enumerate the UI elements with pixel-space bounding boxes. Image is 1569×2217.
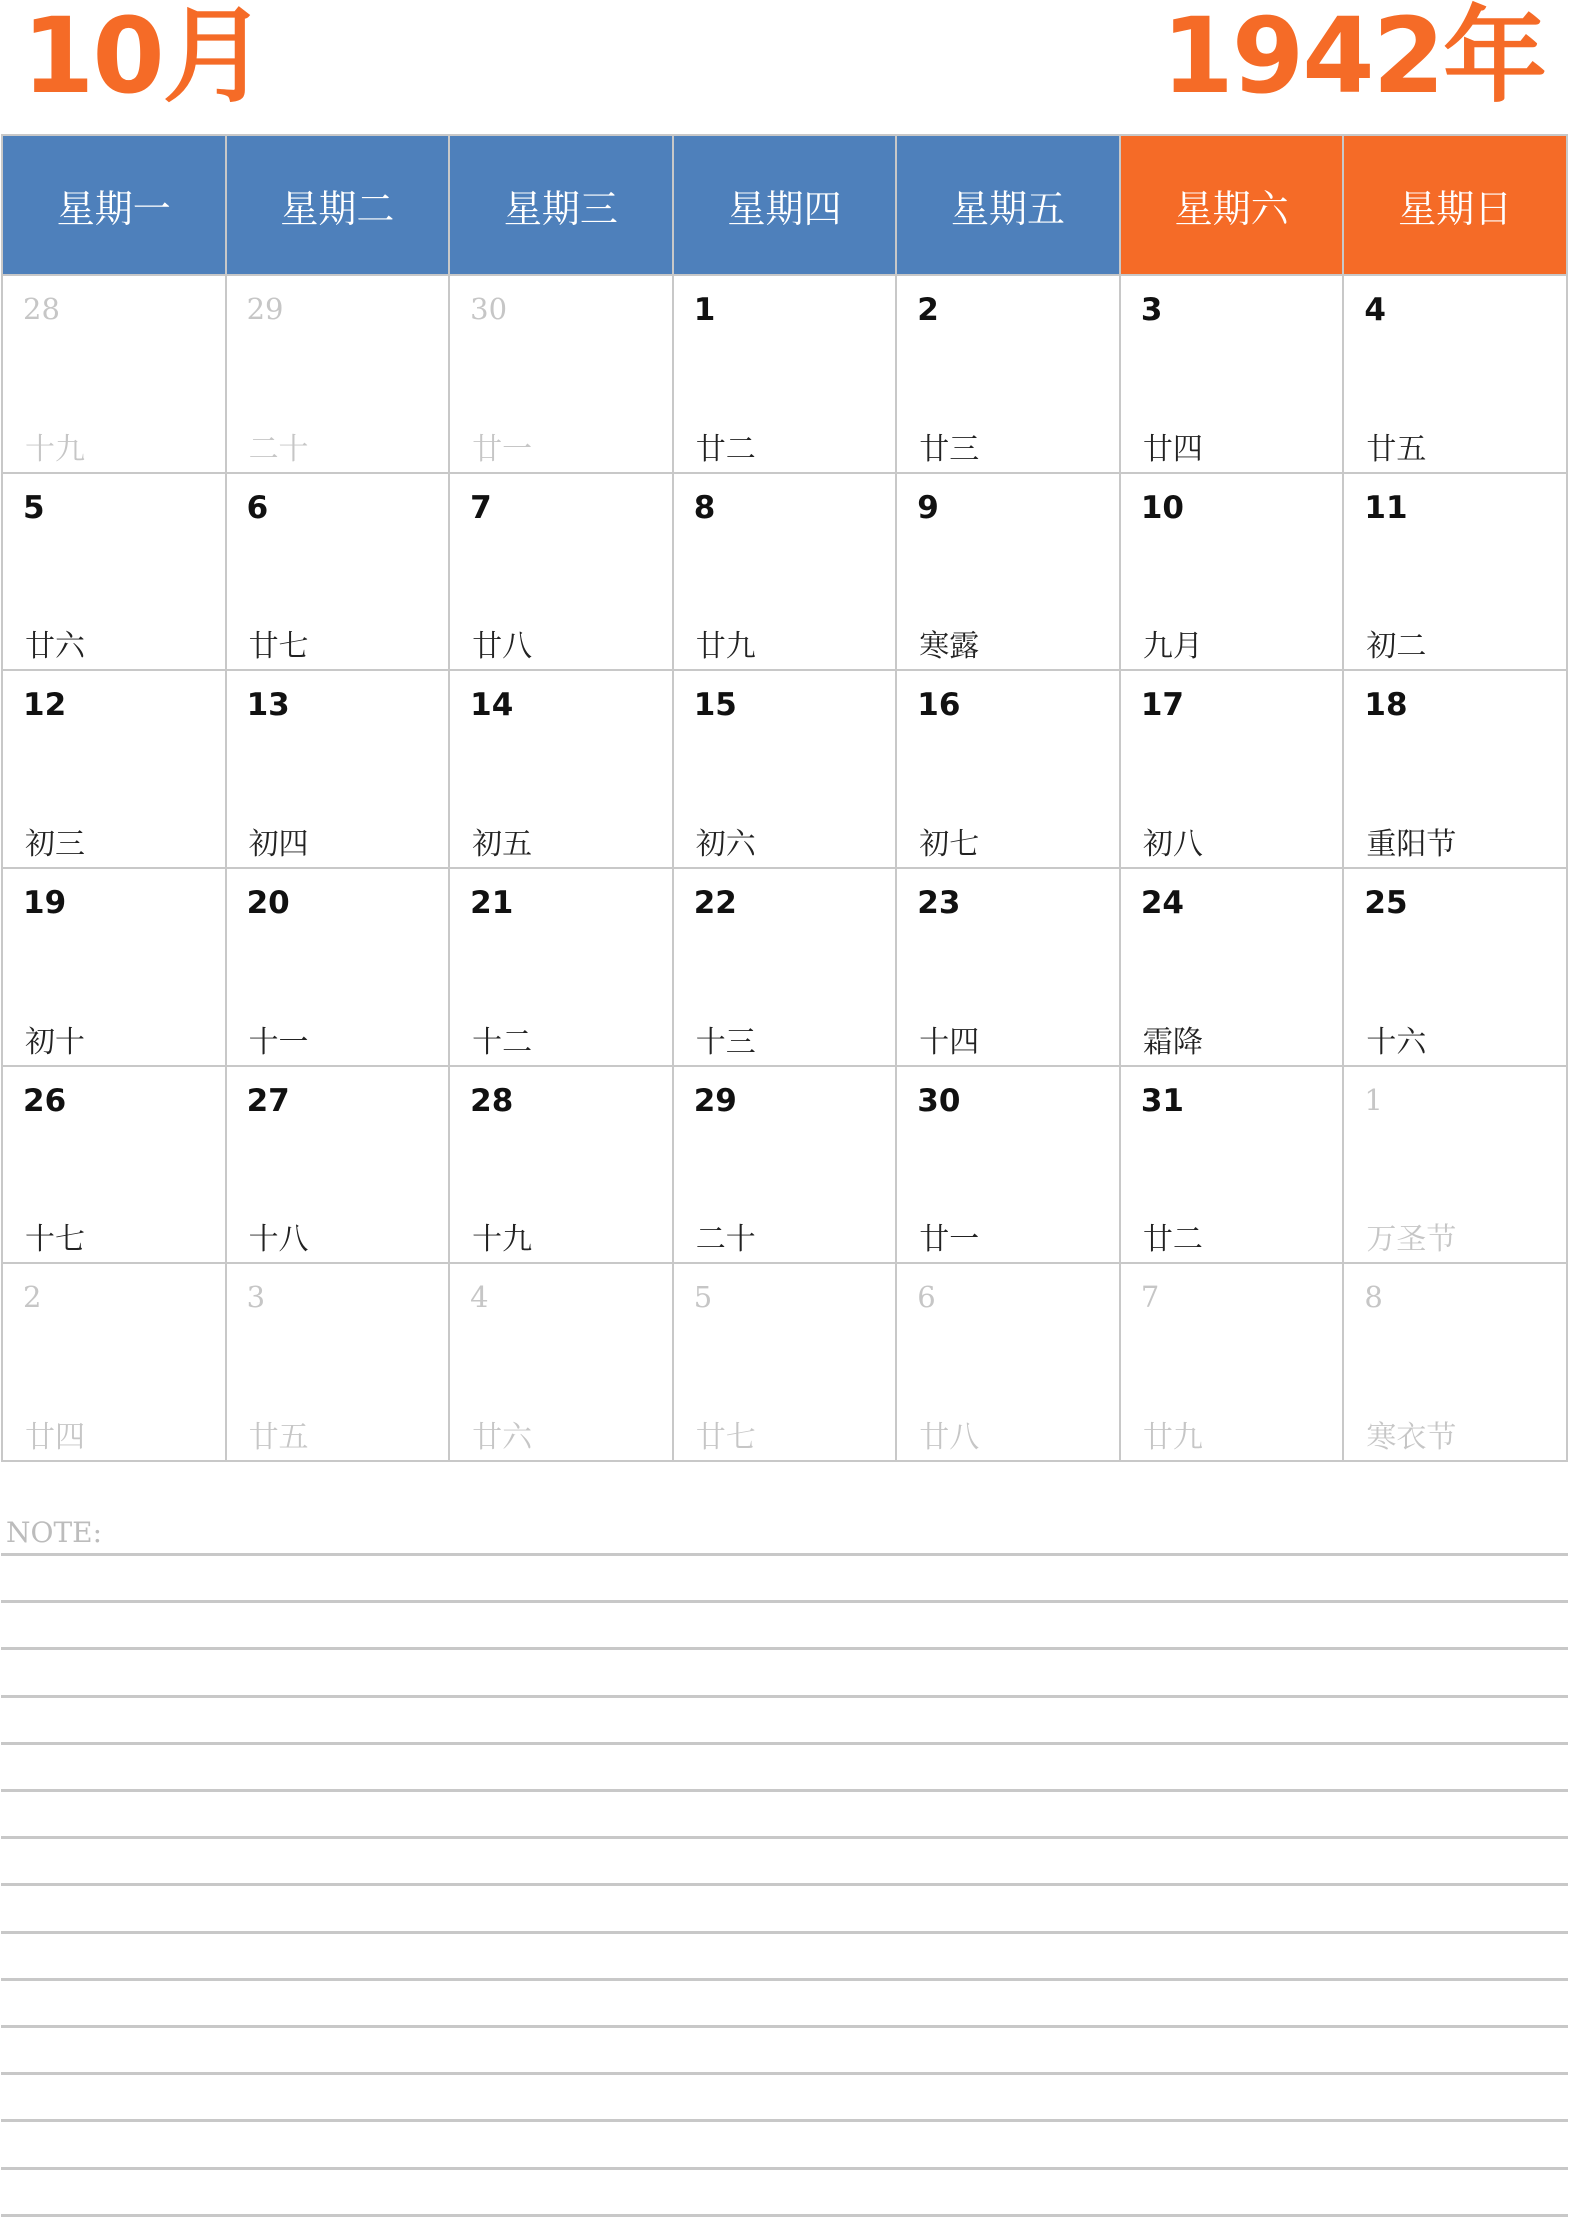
lunar-date: 初二 bbox=[1366, 629, 1427, 665]
day-cell[interactable] bbox=[897, 276, 1119, 472]
day-number: 26 bbox=[23, 1082, 67, 1119]
day-number: 31 bbox=[1140, 1082, 1184, 1119]
note-line bbox=[1, 1836, 1568, 1839]
note-line bbox=[1, 1978, 1568, 1981]
lunar-date: 廿七 bbox=[695, 1420, 756, 1455]
lunar-date: 廿七 bbox=[248, 629, 309, 665]
day-cell[interactable] bbox=[1121, 474, 1343, 670]
day-number: 23 bbox=[917, 885, 961, 921]
day-cell[interactable] bbox=[1121, 1067, 1343, 1263]
lunar-date: 廿九 bbox=[695, 629, 756, 665]
day-number: 30 bbox=[917, 1082, 961, 1119]
lunar-date: 廿六 bbox=[25, 629, 85, 665]
day-number: 10 bbox=[1140, 489, 1184, 526]
day-number: 7 bbox=[470, 489, 492, 526]
note-line bbox=[1, 2214, 1568, 2217]
day-cell[interactable] bbox=[450, 671, 672, 867]
note-line bbox=[1, 1600, 1568, 1603]
day-number: 19 bbox=[23, 885, 67, 921]
day-cell[interactable] bbox=[450, 1067, 672, 1263]
day-cell[interactable] bbox=[674, 474, 896, 670]
day-cell[interactable] bbox=[674, 671, 896, 867]
lunar-date: 廿一 bbox=[919, 1222, 980, 1258]
day-number: 27 bbox=[246, 1082, 290, 1119]
day-number: 29 bbox=[246, 292, 284, 326]
lunar-date: 廿二 bbox=[695, 431, 756, 467]
lunar-date: 十九 bbox=[25, 431, 85, 467]
lunar-date: 重阳节 bbox=[1366, 827, 1457, 862]
day-cell[interactable] bbox=[1344, 474, 1566, 670]
day-number: 20 bbox=[246, 885, 290, 921]
day-cell[interactable] bbox=[897, 671, 1119, 867]
day-cell[interactable] bbox=[227, 869, 449, 1065]
note-line bbox=[1, 1789, 1568, 1792]
lunar-date: 廿二 bbox=[1142, 1222, 1203, 1258]
day-cell[interactable] bbox=[674, 869, 896, 1065]
day-number: 30 bbox=[470, 292, 508, 326]
day-number: 11 bbox=[1364, 489, 1408, 526]
lunar-date: 廿一 bbox=[472, 431, 533, 467]
lunar-date: 十二 bbox=[472, 1024, 533, 1060]
day-cell[interactable] bbox=[1121, 671, 1343, 867]
day-number: 15 bbox=[693, 687, 737, 724]
lunar-date: 廿三 bbox=[919, 431, 980, 467]
day-number: 3 bbox=[246, 1280, 266, 1315]
weekday-header: 星期三 bbox=[450, 136, 672, 274]
day-number: 24 bbox=[1140, 885, 1184, 921]
day-number: 13 bbox=[246, 687, 290, 724]
lunar-date: 十六 bbox=[1366, 1024, 1427, 1060]
day-number: 1 bbox=[693, 292, 716, 328]
note-line bbox=[1, 1883, 1568, 1886]
day-number: 5 bbox=[23, 489, 45, 526]
day-cell[interactable] bbox=[450, 276, 672, 472]
day-cell[interactable] bbox=[227, 671, 449, 867]
lunar-date: 初十 bbox=[25, 1024, 85, 1060]
lunar-date: 初六 bbox=[695, 827, 756, 862]
day-cell[interactable] bbox=[1344, 869, 1566, 1065]
lunar-date: 十九 bbox=[472, 1222, 533, 1258]
day-cell[interactable] bbox=[674, 1264, 896, 1460]
day-number: 25 bbox=[1364, 885, 1408, 921]
day-cell[interactable] bbox=[3, 1264, 225, 1460]
day-cell[interactable] bbox=[897, 1067, 1119, 1263]
lunar-date: 初七 bbox=[919, 827, 980, 862]
day-number: 8 bbox=[693, 489, 716, 526]
lunar-date: 寒露 bbox=[919, 629, 980, 665]
lunar-date: 十一 bbox=[248, 1024, 309, 1060]
day-cell[interactable] bbox=[450, 1264, 672, 1460]
day-number: 28 bbox=[470, 1082, 514, 1119]
day-cell[interactable] bbox=[1121, 1264, 1343, 1460]
lunar-date: 初三 bbox=[25, 827, 85, 862]
day-number: 4 bbox=[1364, 292, 1386, 328]
day-cell[interactable] bbox=[3, 276, 225, 472]
lunar-date: 十三 bbox=[695, 1024, 756, 1060]
lunar-date: 九月 bbox=[1142, 629, 1203, 665]
weekday-header: 星期一 bbox=[3, 136, 225, 274]
day-number: 12 bbox=[23, 687, 67, 724]
note-line bbox=[1, 1647, 1568, 1650]
day-cell[interactable] bbox=[1344, 1067, 1566, 1263]
day-number: 9 bbox=[917, 489, 939, 526]
day-number: 2 bbox=[917, 292, 939, 328]
day-cell[interactable] bbox=[674, 276, 896, 472]
day-cell[interactable] bbox=[1344, 276, 1566, 472]
month-title: 10月 bbox=[22, 0, 265, 117]
lunar-date: 初八 bbox=[1142, 827, 1203, 862]
lunar-date: 二十 bbox=[695, 1222, 756, 1258]
day-cell[interactable] bbox=[3, 1067, 225, 1263]
lunar-date: 廿八 bbox=[472, 629, 533, 665]
note-line bbox=[1, 1931, 1568, 1934]
lunar-date: 初四 bbox=[248, 827, 309, 862]
lunar-date: 廿八 bbox=[919, 1420, 980, 1455]
weekday-header: 星期六 bbox=[1121, 136, 1343, 274]
note-line bbox=[1, 1695, 1568, 1698]
lunar-date: 廿五 bbox=[248, 1420, 309, 1455]
day-cell[interactable] bbox=[450, 474, 672, 670]
lunar-date: 寒衣节 bbox=[1366, 1420, 1457, 1455]
day-number: 3 bbox=[1140, 292, 1163, 328]
day-cell[interactable] bbox=[450, 869, 672, 1065]
weekday-header: 星期四 bbox=[674, 136, 896, 274]
day-number: 16 bbox=[917, 687, 961, 724]
day-number: 18 bbox=[1364, 687, 1408, 724]
weekday-header: 星期五 bbox=[897, 136, 1119, 274]
note-line bbox=[1, 2167, 1568, 2170]
day-number: 6 bbox=[246, 489, 269, 526]
day-number: 4 bbox=[470, 1280, 489, 1315]
day-number: 14 bbox=[470, 687, 514, 724]
note-line bbox=[1, 2025, 1568, 2028]
day-cell[interactable] bbox=[1344, 671, 1566, 867]
day-cell[interactable] bbox=[227, 474, 449, 670]
lunar-date: 十四 bbox=[919, 1024, 980, 1060]
note-label: NOTE: bbox=[6, 1516, 103, 1549]
note-line bbox=[1, 2072, 1568, 2075]
day-number: 5 bbox=[693, 1280, 713, 1315]
day-number: 29 bbox=[693, 1082, 737, 1119]
day-number: 8 bbox=[1364, 1280, 1383, 1315]
calendar-grid bbox=[1, 134, 1568, 1462]
day-cell[interactable] bbox=[674, 1067, 896, 1263]
day-cell[interactable] bbox=[897, 474, 1119, 670]
weekday-header: 星期二 bbox=[227, 136, 449, 274]
day-cell[interactable] bbox=[897, 869, 1119, 1065]
day-number: 6 bbox=[917, 1280, 936, 1315]
day-cell[interactable] bbox=[227, 276, 449, 472]
lunar-date: 廿四 bbox=[1142, 431, 1203, 467]
lunar-date: 初五 bbox=[472, 827, 533, 862]
lunar-date: 十七 bbox=[25, 1222, 85, 1258]
lunar-date: 廿九 bbox=[1142, 1420, 1203, 1455]
lunar-date: 十八 bbox=[248, 1222, 309, 1258]
lunar-date: 廿六 bbox=[472, 1420, 533, 1455]
day-cell[interactable] bbox=[3, 474, 225, 670]
day-cell[interactable] bbox=[1121, 869, 1343, 1065]
lunar-date: 廿五 bbox=[1366, 431, 1427, 467]
day-cell[interactable] bbox=[3, 671, 225, 867]
day-cell[interactable] bbox=[1121, 276, 1343, 472]
day-cell[interactable] bbox=[227, 1264, 449, 1460]
day-cell[interactable] bbox=[897, 1264, 1119, 1460]
day-cell[interactable] bbox=[3, 869, 225, 1065]
day-cell[interactable] bbox=[227, 1067, 449, 1263]
lunar-date: 万圣节 bbox=[1366, 1222, 1457, 1258]
lunar-date: 二十 bbox=[248, 431, 309, 467]
day-number: 7 bbox=[1140, 1280, 1160, 1315]
day-number: 21 bbox=[470, 885, 514, 921]
year-title: 1942年 bbox=[1161, 0, 1545, 117]
lunar-date: 廿四 bbox=[25, 1420, 85, 1455]
weekday-header: 星期日 bbox=[1344, 136, 1566, 274]
lunar-date: 霜降 bbox=[1142, 1024, 1203, 1060]
day-number: 17 bbox=[1140, 687, 1184, 724]
day-number: 22 bbox=[693, 885, 737, 921]
note-line bbox=[1, 2119, 1568, 2122]
day-cell[interactable] bbox=[1344, 1264, 1566, 1460]
day-number: 2 bbox=[23, 1280, 42, 1315]
day-number: 1 bbox=[1364, 1082, 1383, 1117]
note-line bbox=[1, 1553, 1568, 1556]
day-number: 28 bbox=[23, 292, 60, 326]
note-line bbox=[1, 1742, 1568, 1745]
